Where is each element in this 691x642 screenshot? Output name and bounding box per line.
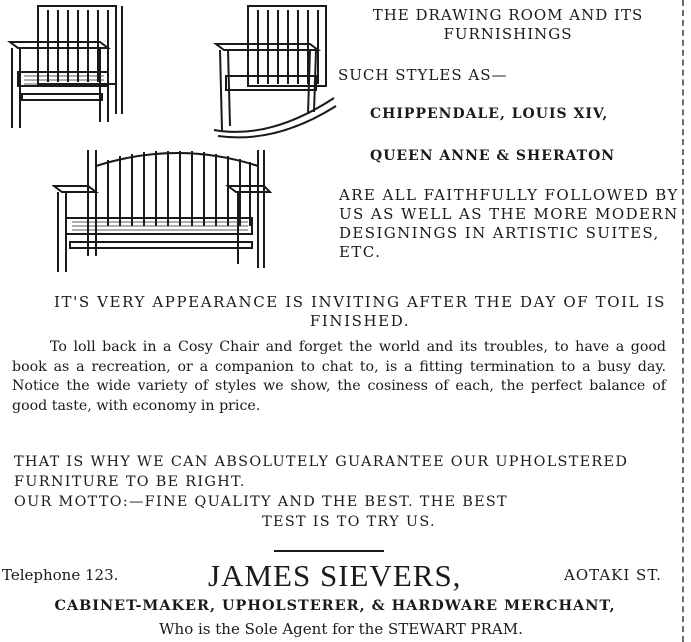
motto-line-2: TEST IS TO TRY US. xyxy=(262,514,436,530)
body-text: To loll back in a Cosy Chair and forget the world and its troubles, to have a good book as a recreation, or a companion to chat to, is a fitting termination to a busy day. Notice the wide variety of styles we show, the cosiness of each, the perfect balance of good taste, with economy in price. xyxy=(12,339,666,414)
such-styles-text: SUCH STYLES AS— xyxy=(338,66,508,84)
rocking-chair-illustration xyxy=(210,2,338,140)
armchair-illustration xyxy=(4,2,130,134)
column-rule xyxy=(682,0,687,642)
inviting-heading: IT'S VERY APPEARANCE IS INVITING AFTER THE DAY OF TOIL IS FINISHED. xyxy=(53,293,667,330)
divider-rule xyxy=(274,550,384,552)
trade-text: CABINET-MAKER, UPHOLSTERER, & HARDWARE MERCHANT, xyxy=(54,597,616,614)
guarantee-text: THAT IS WHY WE CAN ABSOLUTELY GUARANTEE OUR UPHOLSTERED FURNITURE TO BE RIGHT. xyxy=(14,454,629,490)
followed-text: ARE ALL FAITHFULLY FOLLOWED BY US AS WELL AS THE MORE MODERN DESIGNINGS IN ARTISTIC SUITES, ETC. xyxy=(339,186,679,261)
styles-line-2: QUEEN ANNE & SHERATON xyxy=(370,148,616,164)
motto-line-1: OUR MOTTO:—FINE QUALITY AND THE BEST. THE BEST xyxy=(14,494,508,510)
street-text: AOTAKI ST. xyxy=(564,566,662,584)
telephone-text: Telephone 123. xyxy=(2,566,119,584)
agent-text: Who is the Sole Agent for the STEWART PRAM. xyxy=(159,620,523,638)
styles-line-1: CHIPPENDALE, LOUIS XIV, xyxy=(370,106,609,122)
merchant-name: JAMES SIEVERS, xyxy=(208,558,462,593)
body-paragraph xyxy=(12,338,666,416)
advert-heading: THE DRAWING ROOM AND ITS FURNISHINGS xyxy=(372,6,644,43)
settee-illustration xyxy=(52,146,272,278)
guarantee-block xyxy=(14,452,654,532)
